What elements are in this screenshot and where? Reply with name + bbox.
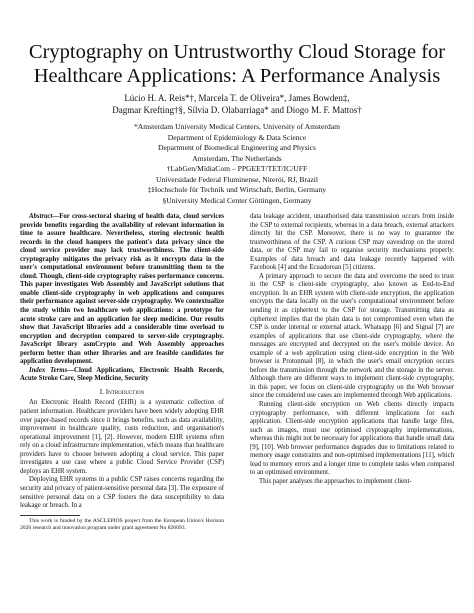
footnote-rule [20,515,80,516]
affiliation-line: §University Medical Center Göttingen, Germany [162,195,312,205]
body-paragraph: A primary approach to secure the data and overcome the need to trust in the CSP is client-side cryptography, also known as End-to-End encryption. In an EHR system with client-side encryption, the application encrypts the data locally on the user's computational environment before sending it as ciphertext to the CSP for storage. Transmitting data as ciphertext implies that the plain data is not compromised even when the CSP is under internal or external attack. Whatsapp [6] and Signal [7] are examples of applications that use client-side cryptography, where the messages are encrypted and decrypted on the user's mobile device. An example of a web application using client-side encryption in the Web browser is Protonmail [8], in which the user's email encryption occurs before the transmission through the network and the storage in the server. Although there are different ways to implement client-side cryptography, in this paper, we focus on client-side cryptography on the Web browser since the considered use cases are implemented through Web applications. [250,272,454,400]
author-line: Dagmar Krefting†§, Sílvia D. Olabarriaga* and Diogo M. F. Mattos† [112,105,362,115]
author-list [20,92,454,116]
right-column [250,213,454,603]
affiliation-list [20,122,454,206]
affiliation-line: †LabGen/MídiaCom – PPGEET/TET/IC/UFF [166,164,308,173]
index-terms [20,367,224,384]
index-terms-text: —Cloud Applications, Electronic Health Records, Acute Stroke Care, Sleep Medicine, Security [20,366,224,383]
index-terms-label: Index Terms [29,366,68,374]
abstract-label: Abstract [29,213,53,220]
left-column [20,213,224,603]
affiliation-line: Amsterdam, The Netherlands [192,153,282,163]
section-heading-introduction: I. Introduction [99,387,145,396]
abstract-text: —For cross-sectoral sharing of health data, cloud services provide benefits regarding the availability of relevant information in time to assure healthcare. Nevertheless, storing electronic health records in the cloud hampers the patient's data privacy since the cloud service provider may lack trustworthiness. The client-side cryptography mitigates the privacy risk as it encrypts data in the user's computational environment before transmitting them to the cloud. Though, client-side cryptography raises performance concerns. This paper investigates Web Assembly and JavaScript solutions that enable client-side cryptography in web applications and compares their performance against server-side cryptography. We contextualize the study within two healthcare web applications: a prototype for acute stroke care and an application for sleep medicine. Our results show that JavaScript libraries add a considerable time overload to encryption and decryption compared to server-side cryptography. JavaScript library asmCrypto and Web Assembly approaches perform better than other libraries and are feasible candidates for application development. [20,213,224,366]
body-paragraph: An Electronic Health Record (EHR) is a systematic collection of patient information. Healthcare providers have been widely adopting EHR over paper-based records since it brings benefits, such as data availability, improvement in healthcare quality, costs reduction, and organisation's operational improvement [1], [2]. However, modern EHR systems often rely on a cloud infrastructure implementation, which means that healthcare providers have to choose between adopting a cloud service. This paper investigates a use case where a public Cloud Service Provider (CSP) deploys an EHR system. [20,399,224,475]
affiliation-line: *Amsterdam University Medical Centers, University of Amsterdam [133,122,341,131]
affiliation-line: Department of Biomedical Engineering and Physics [158,143,316,152]
body-paragraph: Running client-side encryption on Web clients directly impacts cryptography performance, with different implications for each application. Client-side encryption applications that handle large files, such as images, must use optimised cryptography implementations, whereas this might not be necessary for applications that handle small data [9], [10]. Web browser performance degrades due to limitations related to memory usage constraints and non-optimised implementations [11], which lead to memory errors and a longer time to complete tasks when compared to an optimised environment. [250,401,454,477]
author-line: Lúcio H. A. Reis*†, Marcela T. de Oliveira*, James Bowden‡, [124,93,350,103]
body-paragraph: This paper analyses the approaches to implement client- [259,477,412,485]
funding-footnote: This work is funded by the ASCLEPIOS project from the European Union's Horizon 2020 research and innovation program under grant agreement No 826093. [20,517,224,531]
body-paragraph: data leakage accident, unauthorised data transmission occurs from inside the CSP to external recipients, whereas in a data breach, external attackers directly hit the CSP. Moreover, there is no way to guarantee the trustworthiness of the CSP. A curious CSP may eavesdrop on the stored data, or the CSP may fail to organise security mechanisms properly. Examples of data breach and data leakage recently happened with Facebook [4] and the Ecuadorean [5] citizens. [250,213,454,272]
affiliation-line: Universidade Federal Fluminense, Niterói, RJ, Brazil [156,174,318,184]
body-paragraph: Deploying EHR systems in a public CSP raises concerns regarding the security and privacy of patient-sensitive personal data [3]. The exposure of sensitive personal data on a CSP fosters the data susceptibility to data leakage or breach. In a [20,476,224,510]
affiliation-line: ‡Hochschule für Technik und Wirtschaft, Berlin, Germany [147,185,327,194]
paper-title: Cryptography on Untrustworthy Cloud Storage for Healthcare Applications: A Performance Analysis [28,41,446,87]
affiliation-line: Department of Epidemiology & Data Science [167,132,307,142]
abstract [20,213,224,367]
